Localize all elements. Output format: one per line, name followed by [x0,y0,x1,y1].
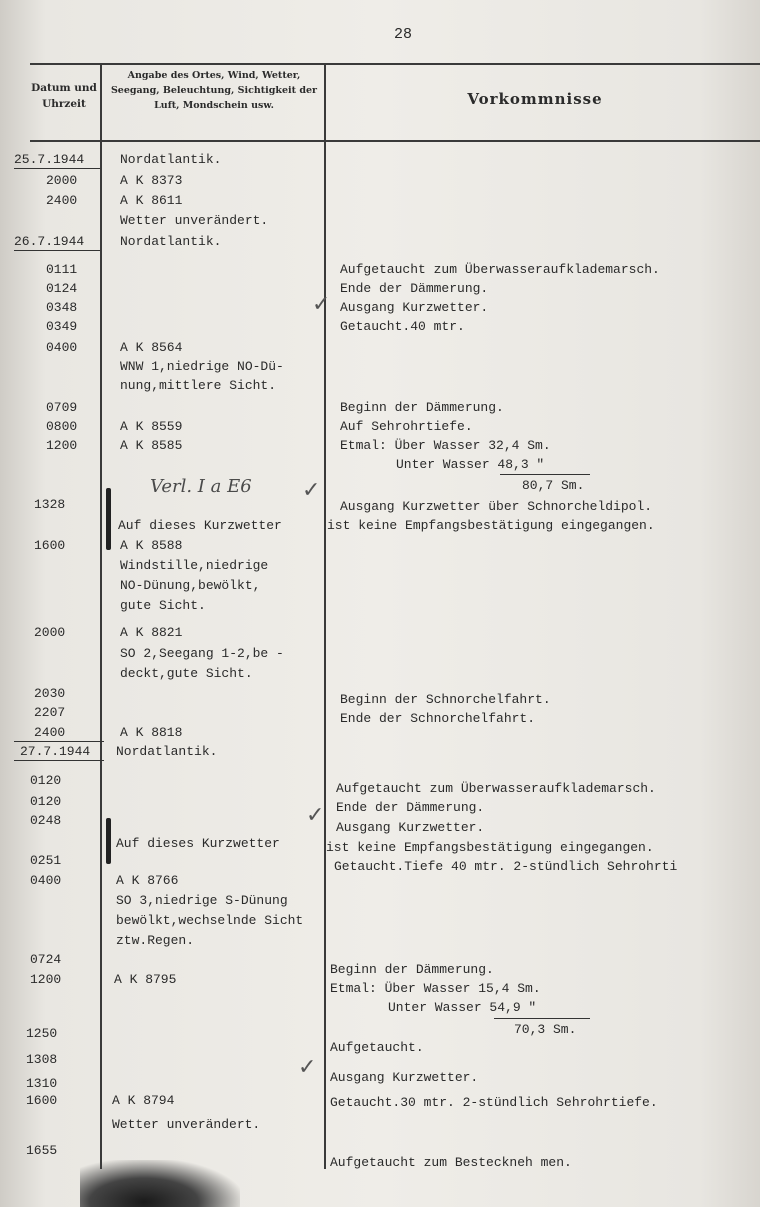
entry-event: Aufgetaucht zum Besteckneh men. [330,1155,572,1170]
entry-location: A K 8373 [120,173,183,188]
entry-event: Aufgetaucht. [330,1040,424,1055]
header-events: Vorkommnisse [467,90,603,108]
entry-event: 80,7 Sm. [522,478,585,493]
entry-time: 0251 [30,853,62,868]
entry-location: A K 8795 [114,972,177,987]
entry-location: A K 8559 [120,419,183,434]
entry-location: A K 8818 [120,725,183,740]
entry-time: 0709 [46,400,78,415]
entry-time: 0111 [46,262,78,277]
entry-event: Beginn der Dämmerung. [330,962,494,977]
entry-location: A K 8564 [120,340,183,355]
entry-weather: NO-Dünung,bewölkt, [120,578,261,593]
entry-time: 1600 [26,1093,58,1108]
entry-location: A K 8766 [116,873,179,888]
entry-time: 1308 [26,1052,58,1067]
entry-date: 27.7.1944 [20,744,91,759]
handwritten-note: Verl. I a E6 [150,476,252,497]
entry-location: Auf dieses Kurzwetter [118,518,282,533]
entry-weather: gute Sicht. [120,598,206,613]
entry-event: Unter Wasser 48,3 " [396,457,545,472]
entry-event: Etmal: Über Wasser 32,4 Sm. [340,438,551,453]
date-underline [14,168,100,169]
entry-event: Beginn der Schnorchelfahrt. [340,692,551,707]
entry-location: Nordatlantik. [120,234,222,249]
entry-date: 25.7.1944 [14,152,85,167]
entry-location: Nordatlantik. [120,152,222,167]
entry-time: 0248 [30,813,62,828]
column-divider-1 [100,64,102,1169]
entry-date: 26.7.1944 [14,234,85,249]
entry-event: Ausgang Kurzwetter. [330,1070,479,1085]
entry-time: 2000 [46,173,78,188]
entry-time: 0724 [30,952,62,967]
entry-weather: Wetter unverändert. [112,1117,261,1132]
page-number: 28 [394,26,413,43]
entry-location: A K 8585 [120,438,183,453]
entry-time: 2207 [34,705,66,720]
entry-time: 1200 [30,972,62,987]
entry-location: A K 8821 [120,625,183,640]
entry-location: A K 8794 [112,1093,175,1108]
entry-event: Ende der Dämmerung. [340,281,489,296]
entry-event: Getaucht.Tiefe 40 mtr. 2-stündlich Sehrohrti [334,859,678,874]
date-underline [14,741,104,742]
entry-weather: SO 2,Seegang 1-2,be - [120,646,284,661]
entry-event: Ende der Schnorchelfahrt. [340,711,536,726]
entry-time: 0800 [46,419,78,434]
entry-time: 0120 [30,794,62,809]
entry-event: Ausgang Kurzwetter. [336,820,485,835]
checkmark-icon: ✓ [306,803,325,828]
entry-location: A K 8588 [120,538,183,553]
checkmark-icon: ✓ [298,1055,317,1080]
entry-event: Beginn der Dämmerung. [340,400,504,415]
column-divider-2 [324,64,326,1169]
margin-mark [106,488,111,550]
entry-event: 70,3 Sm. [514,1022,577,1037]
sum-underline [494,1018,590,1019]
entry-event: Ende der Dämmerung. [336,800,485,815]
entry-weather: nung,mittlere Sicht. [120,378,277,393]
entry-event: Unter Wasser 54,9 " [388,1000,537,1015]
entry-location: Nordatlantik. [116,744,218,759]
entry-event: Auf Sehrohrtiefe. [340,419,473,434]
entry-time: 2000 [34,625,66,640]
margin-mark [106,818,111,864]
entry-time: 0400 [30,873,62,888]
date-underline [14,250,100,251]
entry-time: 2400 [46,193,78,208]
sum-underline [500,474,590,475]
entry-weather: Windstille,niedrige [120,558,269,573]
entry-event: ist keine Empfangsbestätigung eingegangen. [327,518,655,533]
entry-time: 2400 [34,725,66,740]
entry-event: Getaucht.40 mtr. [340,319,465,334]
checkmark-icon: ✓ [302,478,321,503]
entry-time: 0349 [46,319,78,334]
entry-location: Wetter unverändert. [120,213,269,228]
entry-time: 1328 [34,497,66,512]
entry-weather: ztw.Regen. [116,933,195,948]
entry-time: 1200 [46,438,78,453]
entry-location: A K 8611 [120,193,183,208]
scan-shadow [80,1160,240,1207]
entry-location: Auf dieses Kurzwetter [116,836,280,851]
entry-time: 1250 [26,1026,58,1041]
entry-time: 1600 [34,538,66,553]
entry-weather: WNW 1,niedrige NO-Dü- [120,359,284,374]
entry-weather: SO 3,niedrige S-Dünung [116,893,288,908]
entry-event: Aufgetaucht zum Überwasseraufklademarsch. [340,262,660,277]
entry-time: 0120 [30,773,62,788]
header-date-time: Datum und Uhrzeit [31,82,97,110]
checkmark-icon: ✓ [312,292,331,317]
entry-time: 2030 [34,686,66,701]
entry-weather: bewölkt,wechselnde Sicht [116,913,304,928]
date-underline [14,760,104,761]
entry-event: ist keine Empfangsbestätigung eingegangen. [326,840,654,855]
entry-event: Ausgang Kurzwetter über Schnorcheldipol. [340,499,653,514]
entry-event: Aufgetaucht zum Überwasseraufklademarsch. [336,781,656,796]
entry-weather: deckt,gute Sicht. [120,666,253,681]
header-top-rule [30,63,760,65]
entry-time: 1655 [26,1143,58,1158]
header-location-weather: Angabe des Ortes, Wind, Wetter, Seegang, Beleuchtung, Sichtigkeit der Luft, Mondschein usw. [110,70,318,111]
entry-time: 0348 [46,300,78,315]
entry-time: 0400 [46,340,78,355]
entry-event: Etmal: Über Wasser 15,4 Sm. [330,981,541,996]
entry-time: 1310 [26,1076,58,1091]
header-bottom-rule [30,140,760,142]
entry-event: Getaucht.30 mtr. 2-stündlich Sehrohrtiefe. [330,1095,658,1110]
entry-event: Ausgang Kurzwetter. [340,300,489,315]
entry-time: 0124 [46,281,78,296]
